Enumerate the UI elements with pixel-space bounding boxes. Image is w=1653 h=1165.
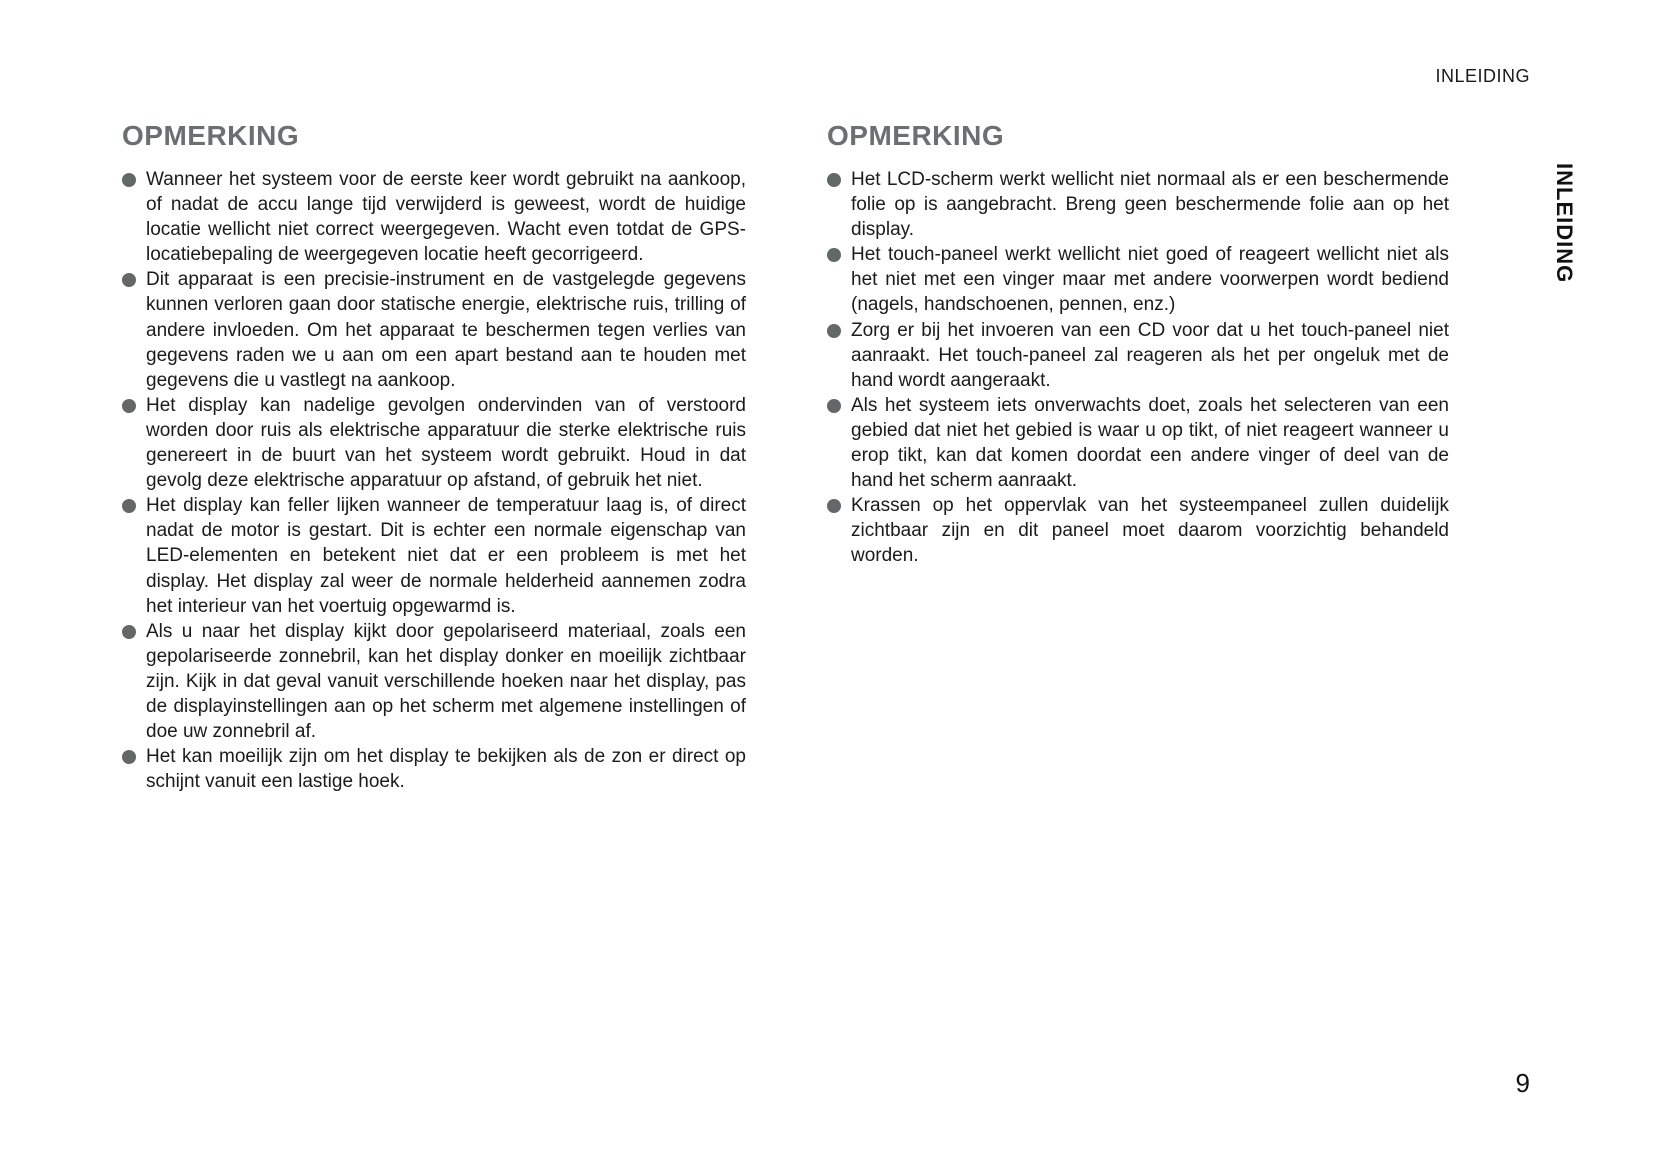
notes-column-right [827, 120, 1449, 569]
section-side-tab: INLEIDING [1552, 163, 1577, 284]
note-item-text: Wanneer het systeem voor de eerste keer wordt gebruikt na aankoop, of nadat de accu lange tijd verwijderd is geweest, wordt de huidige locatie wellicht niet correct weergegeven. Wacht even totdat de GPS-locatiebepaling de weergegeven locatie heeft gecorrigeerd. [146, 169, 746, 266]
bullet-icon [827, 399, 841, 413]
note-heading: OPMERKING [122, 120, 300, 151]
note-list [827, 167, 1449, 569]
note-item-text: Het touch-paneel werkt wellicht niet goed of reageert wellicht niet als het niet met een vinger maar met andere voorwerpen wordt bediend (nagels, handschoenen, pennen, enz.) [851, 244, 1449, 316]
note-item [827, 167, 1449, 242]
note-item [122, 393, 746, 493]
bullet-icon [122, 499, 136, 513]
note-list [122, 167, 746, 794]
note-item [827, 393, 1449, 493]
note-item [122, 493, 746, 618]
bullet-icon [122, 750, 136, 764]
note-item-text: Zorg er bij het invoeren van een CD voor dat u het touch-paneel niet aanraakt. Het touch-paneel zal reageren als het per ongeluk met de hand wordt aangeraakt. [851, 319, 1449, 391]
bullet-icon [122, 399, 136, 413]
page-header-section-label: INLEIDING [1435, 66, 1530, 86]
bullet-icon [122, 173, 136, 187]
note-item [827, 318, 1449, 393]
page-number: 9 [1515, 1068, 1530, 1098]
note-item-text: Het LCD-scherm werkt wellicht niet normaal als er een beschermende folie op is aangebracht. Breng geen beschermende folie aan op het display. [851, 169, 1449, 241]
note-item [827, 493, 1449, 568]
note-item-text: Als het systeem iets onverwachts doet, zoals het selecteren van een gebied dat niet het gebied is waar u op tikt, of niet reageert wanneer u erop tikt, kan dat komen doordat een andere vinger of deel van de hand het scherm aanraakt. [851, 394, 1449, 492]
note-item-text: Krassen op het oppervlak van het systeempaneel zullen duidelijk zichtbaar zijn en dit paneel moet daarom voorzichtig behandeld worden. [851, 495, 1449, 567]
note-item [122, 167, 746, 267]
note-item-text: Het display kan feller lijken wanneer de temperatuur laag is, of direct nadat de motor is gestart. Dit is echter een normale eigenschap van LED-elementen en betekent niet dat er een probleem is met het display. Het display zal weer de normale helderheid aannemen zodra het interieur van het voertuig opgewarmd is. [146, 495, 746, 617]
note-item [827, 242, 1449, 317]
bullet-icon [827, 324, 841, 338]
bullet-icon [827, 499, 841, 513]
note-item-text: Als u naar het display kijkt door gepolariseerd materiaal, zoals een gepolariseerde zonnebril, kan het display donker en moeilijk zichtbaar zijn. Kijk in dat geval vanuit verschillende hoeken naar het display, pas de displayinstellingen aan op het scherm met algemene instellingen of doe uw zonnebril af. [146, 620, 746, 743]
note-item-text: Het display kan nadelige gevolgen ondervinden van of verstoord worden door ruis als elektrische apparatuur die sterke elektrische ruis genereert in de buurt van het systeem wordt gebruikt. Houd in dat gevolg deze elektrische apparatuur op afstand, of gebruik het niet. [146, 394, 746, 492]
bullet-icon [122, 625, 136, 639]
bullet-icon [827, 173, 841, 187]
note-item [122, 619, 746, 744]
note-item-text: Het kan moeilijk zijn om het display te bekijken als de zon er direct op schijnt vanuit een lastige hoek. [146, 746, 746, 793]
note-heading: OPMERKING [827, 120, 1005, 151]
note-item [122, 267, 746, 392]
note-item [122, 744, 746, 794]
notes-column-left [122, 120, 746, 794]
note-item-text: Dit apparaat is een precisie-instrument en de vastgelegde gegevens kunnen verloren gaan door statische energie, elektrische ruis, trilling of andere invloeden. Om het apparaat te beschermen tegen verlies van gegevens raden we u aan om een apart bestand aan te houden met gegevens die u vastlegt na aankoop. [146, 269, 746, 391]
bullet-icon [827, 248, 841, 262]
bullet-icon [122, 273, 136, 287]
